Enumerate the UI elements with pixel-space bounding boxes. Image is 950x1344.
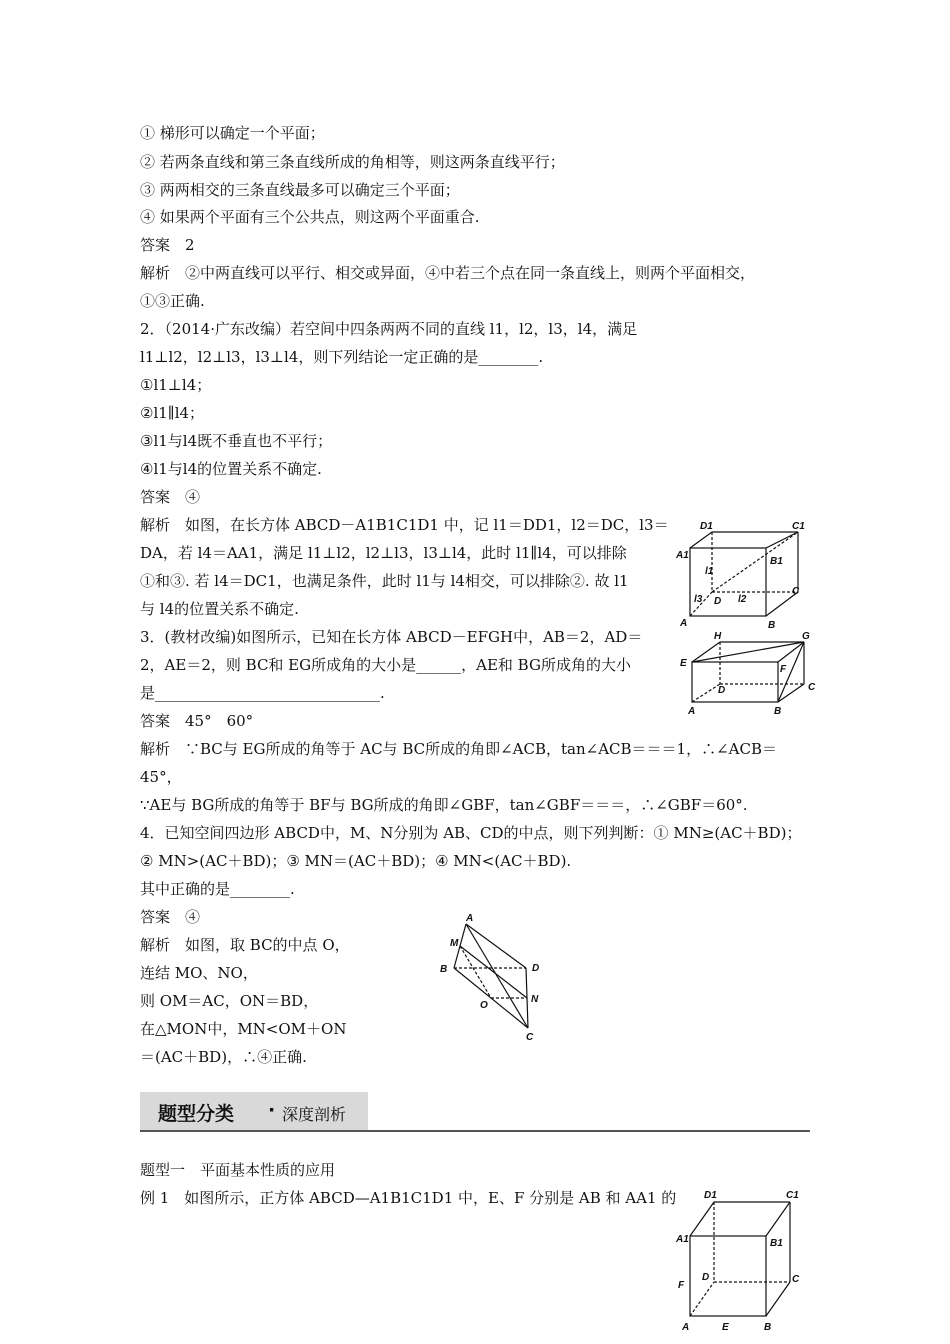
q3-analysis-line-2: 45°，: [140, 768, 182, 786]
q2-item-3: ③l1与l4既不垂直也不平行；: [140, 432, 333, 450]
fig5-label-d: D: [702, 1272, 710, 1283]
fig2-label-b1: B1: [770, 556, 783, 567]
fig4-label-c: C: [526, 1032, 534, 1043]
fig2-label-l3: l3: [694, 594, 703, 605]
q4-stem-line-1: 4．已知空间四边形 ABCD中，M、N分别为 AB、CD的中点，则下列判断：① MN≥(AC＋BD)；: [140, 824, 802, 842]
fig5-label-c: C: [792, 1274, 800, 1285]
q3-stem-line-2: 2，AE＝2，则 BC和 EG所成角的大小是______，AE和 BG所成角的大小: [140, 656, 631, 674]
q2-analysis-line-2: DA，若 l4＝AA1，满足 l1⊥l2，l2⊥l3，l3⊥l4，此时 l1∥l4，可以排除: [140, 544, 627, 562]
q2-analysis-line-3: ①和③. 若 l4＝DC1，也满足条件，此时 l1与 l4相交，可以排除②. 故 l1: [140, 572, 629, 590]
q3-analysis-line-3: ∵AE与 BG所成的角等于 BF与 BG所成的角即∠GBF，tan∠GBF＝＝＝，∴∠GBF＝60°.: [140, 796, 748, 814]
q4-analysis-line-3: 则 OM＝AC，ON＝BD，: [140, 992, 319, 1010]
section-dot: ·: [268, 1099, 276, 1121]
fig3-label-f: F: [780, 664, 787, 675]
q2-analysis-line-4: 与 l4的位置关系不确定.: [140, 600, 299, 618]
fig2-label-l1: l1: [705, 566, 714, 577]
q2-item-4: ④l1与l4的位置关系不确定.: [140, 460, 322, 478]
type1-heading: 题型一 平面基本性质的应用: [140, 1161, 336, 1179]
fig2-label-a1: A1: [676, 550, 689, 561]
q2-stem-line-2: l1⊥l2，l2⊥l3，l3⊥l4，则下列结论一定正确的是________.: [140, 348, 544, 366]
q4-tetrahedron-figure: [436, 910, 556, 1045]
fig3-label-c: C: [808, 682, 816, 693]
q2-analysis-line-1: 解析 如图，在长方体 ABCD－A1B1C1D1 中，记 l1＝DD1，l2＝DC，l3＝: [140, 516, 669, 534]
q4-stem-line-3: 其中正确的是________.: [140, 880, 295, 898]
q1-item-1: ① 梯形可以确定一个平面；: [140, 124, 325, 142]
q1-item-3: ③ 两两相交的三条直线最多可以确定三个平面；: [140, 181, 460, 199]
q3-stem-line-3: 是______________________________.: [140, 684, 385, 702]
q1-item-2: ② 若两条直线和第三条直线所成的角相等，则这两条直线平行；: [140, 153, 565, 171]
fig4-label-a: A: [466, 913, 474, 924]
section-header: [140, 1092, 810, 1132]
fig4-label-m: M: [450, 938, 459, 949]
example1-stem: 例 1 如图所示，正方体 ABCD—A1B1C1D1 中，E、F 分别是 AB 和 AA1 的: [140, 1189, 677, 1207]
fig3-label-a: A: [688, 706, 696, 717]
fig2-label-d: D: [714, 596, 722, 607]
q2-answer: 答案 ④: [140, 488, 201, 506]
fig3-label-b: B: [774, 706, 782, 717]
fig2-label-c1: C1: [792, 521, 805, 532]
fig5-label-b: B: [764, 1322, 772, 1333]
fig2-label-d1: D1: [700, 521, 713, 532]
q1-analysis-line-1: 解析 ②中两直线可以平行、相交或异面，④中若三个点在同一条直线上，则两个平面相交，: [140, 264, 756, 282]
q3-cuboid-figure: [676, 628, 826, 718]
fig2-label-c: C: [792, 586, 800, 597]
q3-analysis-line-1: 解析 ∵BC与 EG所成的角等于 AC与 BC所成的角即∠ACB，tan∠ACB＝＝＝1，∴∠ACB＝: [140, 740, 777, 758]
fig4-label-b: B: [440, 964, 448, 975]
fig5-label-f: F: [678, 1280, 685, 1291]
q4-analysis-line-1: 解析 如图，取 BC的中点 O，: [140, 936, 350, 954]
fig5-label-a: A: [682, 1322, 690, 1333]
fig5-label-d1: D1: [704, 1190, 717, 1201]
fig5-label-b1: B1: [770, 1238, 783, 1249]
fig3-label-h: H: [714, 631, 722, 642]
q4-analysis-line-5: ＝(AC＋BD)，∴④正确.: [140, 1048, 307, 1066]
section-title: 题型分类: [158, 1103, 235, 1125]
fig2-label-a: A: [680, 618, 688, 629]
q2-item-2: ②l1∥l4；: [140, 404, 205, 422]
q4-answer: 答案 ④: [140, 908, 201, 926]
q1-analysis-line-2: ①③正确.: [140, 292, 205, 310]
fig4-label-n: N: [531, 994, 539, 1005]
fig5-label-c1: C1: [786, 1190, 799, 1201]
q1-item-4: ④ 如果两个平面有三个公共点，则这两个平面重合.: [140, 208, 480, 226]
example1-cube-figure: [674, 1186, 814, 1344]
fig5-label-a1: A1: [676, 1234, 689, 1245]
q4-analysis-line-4: 在△MON中，MN<OM＋ON: [140, 1020, 347, 1038]
fig5-label-e: E: [722, 1322, 729, 1333]
fig3-label-g: G: [802, 631, 810, 642]
q2-cuboid-figure: [670, 512, 820, 632]
section-subtitle: 深度剖析: [282, 1105, 347, 1124]
q3-answer: 答案 45° 60°: [140, 712, 254, 730]
fig4-label-o: O: [480, 1000, 488, 1011]
fig3-label-d: D: [718, 685, 726, 696]
fig2-label-b: B: [768, 620, 776, 631]
q2-item-1: ①l1⊥l4；: [140, 376, 212, 394]
q2-stem-line-1: 2．（2014·广东改编）若空间中四条两两不同的直线 l1，l2，l3，l4，满足: [140, 320, 638, 338]
q1-answer: 答案 2: [140, 236, 195, 254]
section-header-rule: [140, 1130, 810, 1132]
fig2-label-l2: l2: [738, 594, 747, 605]
q4-analysis-line-2: 连结 MO、NO，: [140, 964, 258, 982]
fig4-label-d: D: [532, 963, 540, 974]
fig3-label-e: E: [680, 658, 687, 669]
q3-stem-line-1: 3．(教材改编)如图所示，已知在长方体 ABCD－EFGH中，AB＝2，AD＝: [140, 628, 643, 646]
q4-stem-line-2: ② MN>(AC＋BD)；③ MN＝(AC＋BD)；④ MN<(AC＋BD).: [140, 852, 572, 870]
